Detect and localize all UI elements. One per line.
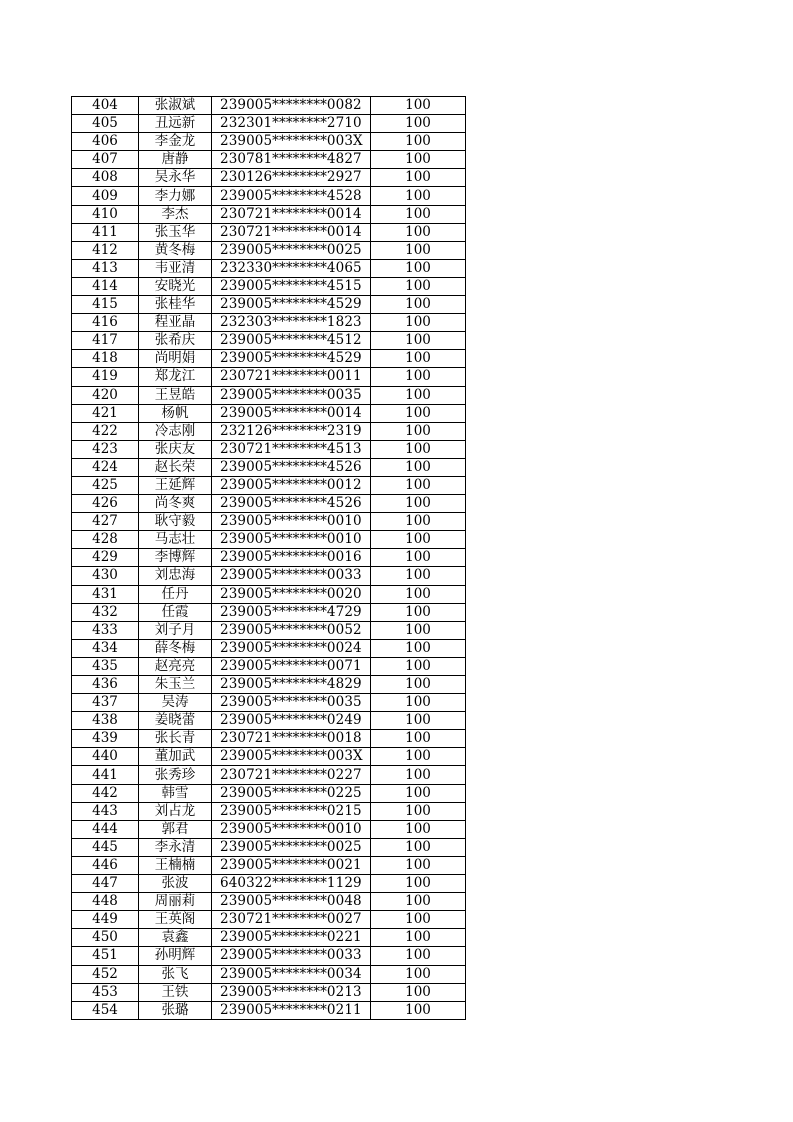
amount-cell: 100 (371, 332, 466, 350)
id-number-cell: 239005********0020 (212, 585, 371, 603)
id-number-cell: 239005********4829 (212, 676, 371, 694)
name-cell: 周丽莉 (139, 893, 212, 911)
table-row (72, 350, 466, 368)
name-cell: 杨帆 (139, 404, 212, 422)
name-cell: 李杰 (139, 205, 212, 223)
id-number-cell: 239005********4515 (212, 277, 371, 295)
id-number-cell: 239005********0033 (212, 567, 371, 585)
name-cell: 张淑斌 (139, 97, 212, 115)
row-number-cell: 451 (72, 947, 139, 965)
row-number-cell: 410 (72, 205, 139, 223)
id-number-cell: 239005********0221 (212, 929, 371, 947)
table-row (72, 115, 466, 133)
table-row (72, 241, 466, 259)
amount-cell: 100 (371, 151, 466, 169)
table-row (72, 169, 466, 187)
id-number-cell: 239005********0082 (212, 97, 371, 115)
row-number-cell: 413 (72, 259, 139, 277)
table-row (72, 259, 466, 277)
row-number-cell: 430 (72, 567, 139, 585)
id-number-cell: 640322********1129 (212, 875, 371, 893)
amount-cell: 100 (371, 567, 466, 585)
amount-cell: 100 (371, 748, 466, 766)
amount-cell: 100 (371, 259, 466, 277)
amount-cell: 100 (371, 223, 466, 241)
table-row (72, 277, 466, 295)
amount-cell: 100 (371, 784, 466, 802)
table-row (72, 296, 466, 314)
row-number-cell: 439 (72, 730, 139, 748)
name-cell: 李博辉 (139, 549, 212, 567)
amount-cell: 100 (371, 422, 466, 440)
id-number-cell: 239005********4526 (212, 458, 371, 476)
row-number-cell: 414 (72, 277, 139, 295)
row-number-cell: 405 (72, 115, 139, 133)
amount-cell: 100 (371, 368, 466, 386)
table-row (72, 676, 466, 694)
row-number-cell: 437 (72, 694, 139, 712)
amount-cell: 100 (371, 802, 466, 820)
id-number-cell: 239005********4529 (212, 350, 371, 368)
id-number-cell: 230721********0018 (212, 730, 371, 748)
amount-cell: 100 (371, 549, 466, 567)
row-number-cell: 420 (72, 386, 139, 404)
table-row (72, 657, 466, 675)
table-row (72, 549, 466, 567)
id-number-cell: 239005********0035 (212, 694, 371, 712)
name-cell: 丑远新 (139, 115, 212, 133)
id-number-cell: 239005********0225 (212, 784, 371, 802)
table-row (72, 332, 466, 350)
id-number-cell: 239005********4528 (212, 187, 371, 205)
row-number-cell: 419 (72, 368, 139, 386)
name-cell: 任霞 (139, 603, 212, 621)
table-row (72, 838, 466, 856)
name-cell: 郭君 (139, 820, 212, 838)
name-cell: 李力娜 (139, 187, 212, 205)
amount-cell: 100 (371, 856, 466, 874)
row-number-cell: 408 (72, 169, 139, 187)
name-cell: 王延辉 (139, 476, 212, 494)
amount-cell: 100 (371, 133, 466, 151)
row-number-cell: 417 (72, 332, 139, 350)
row-number-cell: 448 (72, 893, 139, 911)
name-cell: 韦亚清 (139, 259, 212, 277)
row-number-cell: 432 (72, 603, 139, 621)
id-number-cell: 230721********0014 (212, 205, 371, 223)
name-cell: 韩雪 (139, 784, 212, 802)
table-row (72, 820, 466, 838)
amount-cell: 100 (371, 187, 466, 205)
row-number-cell: 435 (72, 657, 139, 675)
table-row (72, 911, 466, 929)
amount-cell: 100 (371, 965, 466, 983)
name-cell: 张飞 (139, 965, 212, 983)
amount-cell: 100 (371, 495, 466, 513)
amount-cell: 100 (371, 404, 466, 422)
table-row (72, 875, 466, 893)
amount-cell: 100 (371, 296, 466, 314)
row-number-cell: 446 (72, 856, 139, 874)
id-number-cell: 239005********0034 (212, 965, 371, 983)
row-number-cell: 444 (72, 820, 139, 838)
name-cell: 李永清 (139, 838, 212, 856)
name-cell: 张玉华 (139, 223, 212, 241)
row-number-cell: 436 (72, 676, 139, 694)
row-number-cell: 433 (72, 621, 139, 639)
amount-cell: 100 (371, 983, 466, 1001)
name-cell: 朱玉兰 (139, 676, 212, 694)
name-cell: 王昱皓 (139, 386, 212, 404)
table-row (72, 151, 466, 169)
amount-cell: 100 (371, 531, 466, 549)
amount-cell: 100 (371, 115, 466, 133)
table-row (72, 567, 466, 585)
table-row (72, 983, 466, 1001)
table-row (72, 223, 466, 241)
amount-cell: 100 (371, 440, 466, 458)
amount-cell: 100 (371, 657, 466, 675)
name-cell: 赵长荣 (139, 458, 212, 476)
row-number-cell: 449 (72, 911, 139, 929)
row-number-cell: 442 (72, 784, 139, 802)
name-cell: 袁鑫 (139, 929, 212, 947)
name-cell: 尚明娟 (139, 350, 212, 368)
row-number-cell: 424 (72, 458, 139, 476)
name-cell: 张桂华 (139, 296, 212, 314)
id-number-cell: 239005********0016 (212, 549, 371, 567)
amount-cell: 100 (371, 820, 466, 838)
id-number-cell: 239005********0052 (212, 621, 371, 639)
amount-cell: 100 (371, 875, 466, 893)
name-cell: 王铁 (139, 983, 212, 1001)
table-row (72, 368, 466, 386)
table-row (72, 458, 466, 476)
row-number-cell: 422 (72, 422, 139, 440)
id-number-cell: 232330********4065 (212, 259, 371, 277)
id-number-cell: 239005********0021 (212, 856, 371, 874)
amount-cell: 100 (371, 350, 466, 368)
amount-cell: 100 (371, 929, 466, 947)
id-number-cell: 239005********4529 (212, 296, 371, 314)
row-number-cell: 447 (72, 875, 139, 893)
id-number-cell: 239005********0048 (212, 893, 371, 911)
amount-cell: 100 (371, 639, 466, 657)
id-number-cell: 230721********0014 (212, 223, 371, 241)
row-number-cell: 406 (72, 133, 139, 151)
table-row (72, 585, 466, 603)
row-number-cell: 427 (72, 513, 139, 531)
row-number-cell: 454 (72, 1001, 139, 1019)
id-number-cell: 239005********0211 (212, 1001, 371, 1019)
name-cell: 吴永华 (139, 169, 212, 187)
name-cell: 赵亮亮 (139, 657, 212, 675)
table-row (72, 712, 466, 730)
name-cell: 张庆友 (139, 440, 212, 458)
id-number-cell: 232301********2710 (212, 115, 371, 133)
table-row (72, 187, 466, 205)
amount-cell: 100 (371, 603, 466, 621)
name-cell: 冷志刚 (139, 422, 212, 440)
amount-cell: 100 (371, 585, 466, 603)
row-number-cell: 428 (72, 531, 139, 549)
row-number-cell: 426 (72, 495, 139, 513)
row-number-cell: 431 (72, 585, 139, 603)
id-number-cell: 239005********0071 (212, 657, 371, 675)
id-number-cell: 239005********4729 (212, 603, 371, 621)
id-number-cell: 230721********0227 (212, 766, 371, 784)
name-cell: 薛冬梅 (139, 639, 212, 657)
row-number-cell: 434 (72, 639, 139, 657)
id-number-cell: 239005********003X (212, 133, 371, 151)
amount-cell: 100 (371, 621, 466, 639)
row-number-cell: 440 (72, 748, 139, 766)
table-row (72, 730, 466, 748)
amount-cell: 100 (371, 277, 466, 295)
row-number-cell: 409 (72, 187, 139, 205)
name-cell: 董加武 (139, 748, 212, 766)
name-cell: 马志壮 (139, 531, 212, 549)
table-row (72, 404, 466, 422)
name-cell: 吴涛 (139, 694, 212, 712)
table-row (72, 947, 466, 965)
id-number-cell: 230721********0027 (212, 911, 371, 929)
table-row (72, 476, 466, 494)
amount-cell: 100 (371, 676, 466, 694)
name-cell: 王楠楠 (139, 856, 212, 874)
table-row (72, 513, 466, 531)
name-cell: 刘子月 (139, 621, 212, 639)
table-row (72, 893, 466, 911)
amount-cell: 100 (371, 476, 466, 494)
table-row (72, 784, 466, 802)
name-cell: 姜晓蕾 (139, 712, 212, 730)
id-number-cell: 239005********0035 (212, 386, 371, 404)
table-row (72, 748, 466, 766)
amount-cell: 100 (371, 766, 466, 784)
row-number-cell: 421 (72, 404, 139, 422)
table-row (72, 531, 466, 549)
id-number-cell: 232303********1823 (212, 314, 371, 332)
amount-cell: 100 (371, 458, 466, 476)
id-number-cell: 239005********0010 (212, 531, 371, 549)
table-row (72, 603, 466, 621)
row-number-cell: 411 (72, 223, 139, 241)
name-cell: 尚冬爽 (139, 495, 212, 513)
id-number-cell: 239005********0025 (212, 838, 371, 856)
name-cell: 刘忠海 (139, 567, 212, 585)
name-cell: 安晓光 (139, 277, 212, 295)
row-number-cell: 425 (72, 476, 139, 494)
table-row (72, 205, 466, 223)
id-number-cell: 230126********2927 (212, 169, 371, 187)
table-row (72, 802, 466, 820)
table-row (72, 621, 466, 639)
row-number-cell: 445 (72, 838, 139, 856)
name-cell: 黄冬梅 (139, 241, 212, 259)
row-number-cell: 429 (72, 549, 139, 567)
name-cell: 郑龙江 (139, 368, 212, 386)
name-cell: 张长青 (139, 730, 212, 748)
amount-cell: 100 (371, 694, 466, 712)
amount-cell: 100 (371, 911, 466, 929)
id-number-cell: 239005********003X (212, 748, 371, 766)
amount-cell: 100 (371, 97, 466, 115)
table-row (72, 97, 466, 115)
name-cell: 张秀珍 (139, 766, 212, 784)
name-cell: 孙明辉 (139, 947, 212, 965)
row-number-cell: 450 (72, 929, 139, 947)
id-number-cell: 239005********0215 (212, 802, 371, 820)
amount-cell: 100 (371, 169, 466, 187)
table-row (72, 495, 466, 513)
table-row (72, 766, 466, 784)
table-body (72, 97, 466, 1020)
table-row (72, 694, 466, 712)
amount-cell: 100 (371, 241, 466, 259)
name-cell: 王英阁 (139, 911, 212, 929)
name-cell: 李金龙 (139, 133, 212, 151)
row-number-cell: 438 (72, 712, 139, 730)
row-number-cell: 443 (72, 802, 139, 820)
amount-cell: 100 (371, 513, 466, 531)
row-number-cell: 416 (72, 314, 139, 332)
id-number-cell: 239005********0012 (212, 476, 371, 494)
id-number-cell: 239005********0025 (212, 241, 371, 259)
id-number-cell: 232126********2319 (212, 422, 371, 440)
id-number-cell: 239005********0010 (212, 820, 371, 838)
table-row (72, 1001, 466, 1019)
name-cell: 张璐 (139, 1001, 212, 1019)
name-cell: 任丹 (139, 585, 212, 603)
name-cell: 程亚晶 (139, 314, 212, 332)
row-number-cell: 415 (72, 296, 139, 314)
id-number-cell: 230781********4827 (212, 151, 371, 169)
id-number-cell: 239005********0014 (212, 404, 371, 422)
amount-cell: 100 (371, 893, 466, 911)
table-row (72, 856, 466, 874)
id-number-cell: 239005********4512 (212, 332, 371, 350)
row-number-cell: 412 (72, 241, 139, 259)
table-row (72, 965, 466, 983)
amount-cell: 100 (371, 205, 466, 223)
id-number-cell: 239005********4526 (212, 495, 371, 513)
row-number-cell: 441 (72, 766, 139, 784)
table-row (72, 314, 466, 332)
table-row (72, 133, 466, 151)
amount-cell: 100 (371, 947, 466, 965)
id-number-cell: 230721********0011 (212, 368, 371, 386)
id-number-cell: 239005********0213 (212, 983, 371, 1001)
name-cell: 耿守毅 (139, 513, 212, 531)
name-cell: 张希庆 (139, 332, 212, 350)
name-cell: 张波 (139, 875, 212, 893)
id-number-cell: 239005********0033 (212, 947, 371, 965)
table-row (72, 440, 466, 458)
amount-cell: 100 (371, 730, 466, 748)
row-number-cell: 407 (72, 151, 139, 169)
row-number-cell: 404 (72, 97, 139, 115)
amount-cell: 100 (371, 838, 466, 856)
table-row (72, 929, 466, 947)
amount-cell: 100 (371, 712, 466, 730)
id-number-cell: 239005********0249 (212, 712, 371, 730)
row-number-cell: 418 (72, 350, 139, 368)
id-number-cell: 230721********4513 (212, 440, 371, 458)
amount-cell: 100 (371, 386, 466, 404)
name-cell: 刘占龙 (139, 802, 212, 820)
id-number-cell: 239005********0024 (212, 639, 371, 657)
id-number-cell: 239005********0010 (212, 513, 371, 531)
amount-cell: 100 (371, 314, 466, 332)
table-row (72, 386, 466, 404)
row-number-cell: 452 (72, 965, 139, 983)
data-table (71, 96, 466, 1020)
name-cell: 唐静 (139, 151, 212, 169)
table-row (72, 422, 466, 440)
row-number-cell: 453 (72, 983, 139, 1001)
table-row (72, 639, 466, 657)
amount-cell: 100 (371, 1001, 466, 1019)
row-number-cell: 423 (72, 440, 139, 458)
